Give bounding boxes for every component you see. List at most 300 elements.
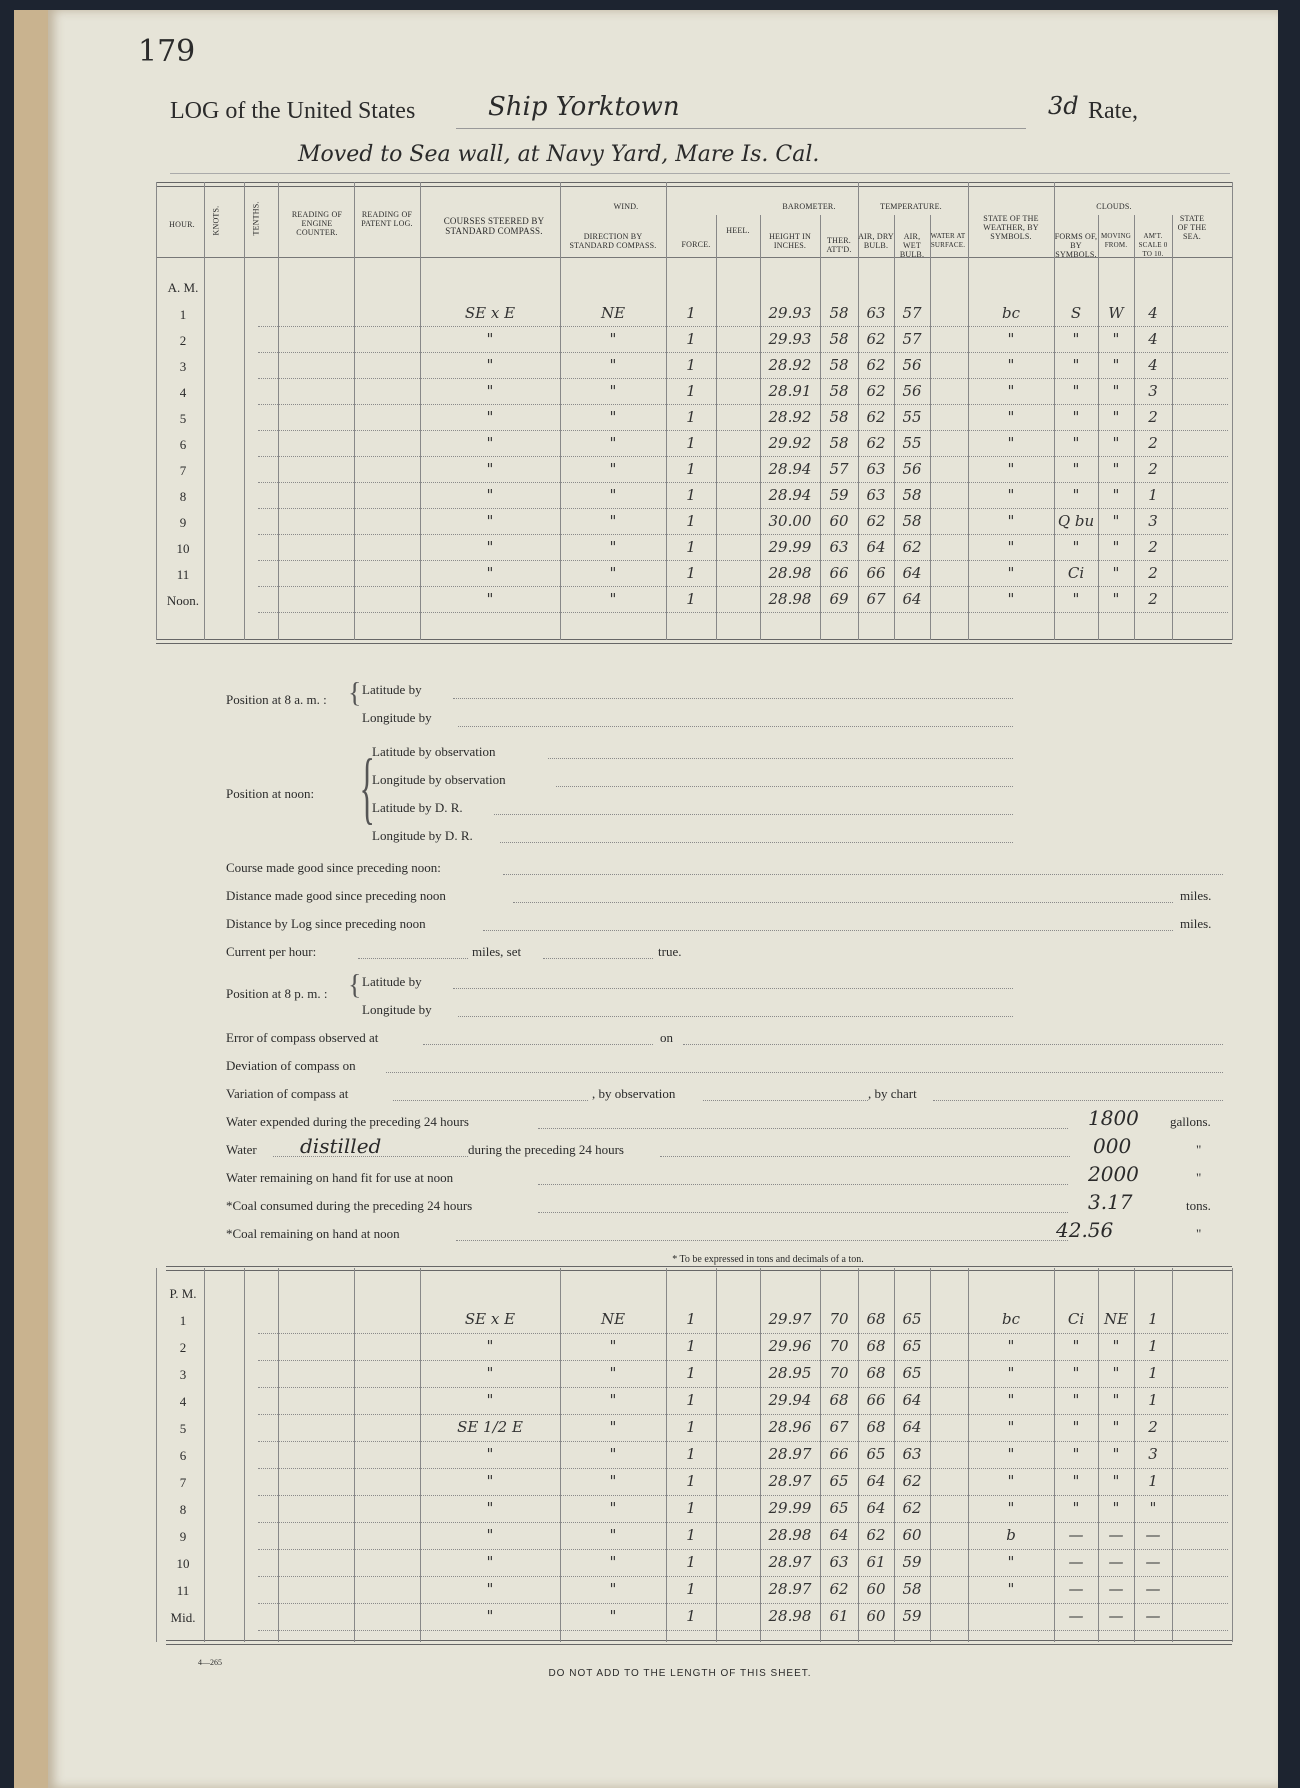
by-observation-label: , by observation [592,1086,676,1101]
am-air-wet-cell: 64 [902,590,922,608]
am-weather-cell: " [1007,356,1015,374]
course-made-good-label: Course made good since preceding noon: [226,860,441,875]
pm-cloud-moving-cell: " [1112,1337,1120,1355]
pm-label: P. M. [169,1286,197,1301]
pm-cloud-forms-cell: " [1072,1418,1080,1436]
current-miles-set: miles, set [472,944,522,959]
am-weather-cell: " [1007,564,1015,582]
am-air-dry-cell: 62 [866,408,886,426]
am-course-cell: " [486,512,494,530]
pm-course-cell: " [486,1499,494,1517]
am-label: A. M. [167,280,199,295]
pm-course-cell: " [486,1607,494,1625]
title-prefix: LOG of the United States [170,98,416,124]
pm-weather-cell: " [1007,1580,1015,1598]
position-8pm-label: Position at 8 p. m. : [226,986,328,1001]
am-course-cell: " [486,564,494,582]
am-air-wet-cell: 55 [902,408,922,426]
tons-unit: tons. [1186,1198,1211,1213]
lat-8pm-label: Latitude by [362,974,422,989]
pm-wind-direction-cell: NE [600,1310,626,1328]
pm-cloud-forms-cell: — [1068,1580,1084,1598]
pm-weather-cell: " [1007,1553,1015,1571]
am-ther-cell: 69 [829,590,849,608]
pm-air-wet-cell: 59 [902,1553,922,1571]
pm-weather-cell: bc [1001,1310,1020,1328]
am-wind-direction-cell: " [609,460,617,478]
pm-wind-direction-cell: " [609,1607,617,1625]
am-course-cell: " [486,408,494,426]
pm-cloud-forms-cell: " [1072,1364,1080,1382]
water-expended-label: Water expended during the preceding 24 hours [226,1114,469,1129]
footnote: * To be expressed in tons and decimals of a ton. [672,1254,864,1265]
current-label: Current per hour: [226,944,317,959]
am-barometer-cell: 28.92 [768,356,812,374]
water-during-24: during the preceding 24 hours [468,1142,624,1157]
pm-wind-direction-cell: " [609,1364,617,1382]
col-baro-ther: THER. ATT'D. [826,236,852,254]
pm-hour-label: Mid. [170,1610,196,1625]
pm-barometer-cell: 29.96 [768,1337,812,1355]
am-wind-direction-cell: " [609,590,617,608]
am-course-cell: " [486,356,494,374]
col-wind-direction: DIRECTION BY STANDARD COMPASS. [569,232,657,250]
am-air-wet-cell: 57 [902,304,922,322]
lon-8am-label: Longitude by [362,710,432,725]
variation-label: Variation of compass at [226,1086,349,1101]
pm-hour-label: 3 [179,1367,187,1382]
am-wind-direction-cell: " [609,382,617,400]
am-air-dry-cell: 64 [866,538,886,556]
am-weather-cell: " [1007,590,1015,608]
am-cloud-moving-cell: " [1112,330,1120,348]
am-hour-label: 4 [179,385,187,400]
rate-handwritten: 3d [1048,92,1079,120]
am-wind-force-cell: 1 [686,564,696,582]
pm-cloud-moving-cell: " [1112,1499,1120,1517]
pm-air-dry-cell: 68 [866,1337,886,1355]
am-ther-cell: 60 [829,512,849,530]
pm-wind-direction-cell: " [609,1337,617,1355]
am-wind-force-cell: 1 [686,356,696,374]
col-knots: KNOTS. [211,205,221,236]
pm-air-dry-cell: 61 [866,1553,886,1571]
am-air-dry-cell: 62 [866,330,886,348]
distance-made-good-label: Distance made good since preceding noon [226,888,446,903]
pm-cloud-amount-cell: — [1145,1607,1161,1625]
pm-cloud-amount-cell: 3 [1148,1445,1158,1463]
coal-remaining-label: *Coal remaining on hand at noon [226,1226,400,1241]
pm-course-cell: " [486,1445,494,1463]
pm-weather-cell: " [1007,1499,1015,1517]
am-cloud-forms-cell: Ci [1067,564,1085,582]
pm-hour-label: 2 [179,1340,187,1355]
pm-cloud-amount-cell: — [1145,1553,1161,1571]
am-hour-label: 1 [179,307,187,322]
am-weather-cell: " [1007,408,1015,426]
pm-ther-cell: 70 [829,1337,849,1355]
am-air-wet-cell: 58 [902,512,922,530]
pm-barometer-cell: 28.96 [768,1418,812,1436]
pm-cloud-forms-cell: Ci [1067,1310,1085,1328]
position-noon-label: Position at noon: [226,786,315,801]
pm-air-wet-cell: 64 [902,1418,922,1436]
pm-air-wet-cell: 65 [902,1310,922,1328]
am-air-dry-cell: 63 [866,460,886,478]
pm-ther-cell: 66 [829,1445,849,1463]
am-air-dry-cell: 63 [866,486,886,504]
coal-remaining-value: 42.56 [1056,1218,1114,1242]
pm-cloud-moving-cell: NE [1103,1310,1129,1328]
am-barometer-cell: 28.98 [768,590,812,608]
pm-air-wet-cell: 62 [902,1472,922,1490]
pm-ther-cell: 65 [829,1472,849,1490]
lat-8am-label: Latitude by [362,682,422,697]
pm-barometer-cell: 28.95 [768,1364,812,1382]
pm-weather-cell: " [1007,1337,1015,1355]
pm-cloud-moving-cell: " [1112,1418,1120,1436]
error-compass-label: Error of compass observed at [226,1030,379,1045]
am-wind-direction-cell: " [609,538,617,556]
pm-wind-force-cell: 1 [686,1580,696,1598]
am-cloud-forms-cell: " [1072,382,1080,400]
pm-cloud-moving-cell: — [1108,1607,1124,1625]
pm-cloud-forms-cell: " [1072,1391,1080,1409]
ditto-3: " [1196,1226,1202,1241]
am-barometer-cell: 28.92 [768,408,812,426]
am-cloud-amount-cell: 2 [1148,434,1158,452]
water-remaining-label: Water remaining on hand fit for use at noon [226,1170,454,1185]
col-water-surface: WATER AT SURFACE. [930,232,966,249]
pm-air-dry-cell: 60 [866,1580,886,1598]
pm-hour-label: 11 [176,1583,190,1598]
pm-cloud-moving-cell: " [1112,1445,1120,1463]
miles-unit-2: miles. [1180,916,1212,931]
pm-ther-cell: 63 [829,1553,849,1571]
am-cloud-forms-cell: " [1072,330,1080,348]
col-cloud-amount: AM'T. SCALE 0 TO 10. [1138,232,1168,258]
am-course-cell: " [486,460,494,478]
pm-air-dry-cell: 60 [866,1607,886,1625]
col-air-dry: AIR, DRY BULB. [858,232,894,250]
am-cloud-amount-cell: 2 [1148,460,1158,478]
am-ther-cell: 59 [829,486,849,504]
pm-weather-cell: " [1007,1391,1015,1409]
pm-course-cell: SE x E [464,1310,516,1328]
pm-wind-force-cell: 1 [686,1310,696,1328]
am-cloud-forms-cell: " [1072,486,1080,504]
col-wind-force: FORCE. [681,240,711,249]
am-cloud-moving-cell: " [1112,564,1120,582]
pm-ther-cell: 64 [829,1526,849,1544]
pm-barometer-cell: 29.94 [768,1391,812,1409]
col-heel: HEEL. [726,226,750,235]
pm-cloud-amount-cell: 2 [1148,1418,1158,1436]
col-temperature: TEMPERATURE. [880,202,942,211]
col-air-wet: AIR, WET BULB. [899,232,925,259]
am-cloud-amount-cell: 2 [1148,564,1158,582]
pm-air-dry-cell: 62 [866,1526,886,1544]
am-wind-direction-cell: " [609,330,617,348]
gallons-unit: gallons. [1170,1114,1211,1129]
col-courses: COURSES STEERED BY STANDARD COMPASS. [443,216,545,236]
am-ther-cell: 58 [829,330,849,348]
am-air-dry-cell: 62 [866,434,886,452]
am-ther-cell: 58 [829,382,849,400]
am-wind-force-cell: 1 [686,590,696,608]
pm-cloud-moving-cell: " [1112,1364,1120,1382]
water-expended-value: 1800 [1088,1106,1139,1130]
pm-air-dry-cell: 68 [866,1310,886,1328]
am-hour-label: 6 [179,437,187,452]
am-course-cell: " [486,590,494,608]
am-wind-force-cell: 1 [686,382,696,400]
pm-cloud-amount-cell: 1 [1148,1310,1158,1328]
pm-weather-cell: b [1006,1526,1016,1544]
lat-dr-label: Latitude by D. R. [372,800,463,815]
col-baro-height: HEIGHT IN INCHES. [769,232,811,250]
am-cloud-moving-cell: " [1112,538,1120,556]
current-true: true. [658,944,682,959]
am-wind-force-cell: 1 [686,460,696,478]
am-air-wet-cell: 58 [902,486,922,504]
am-air-dry-cell: 62 [866,356,886,374]
am-barometer-cell: 30.00 [768,512,812,530]
ditto-1: " [1196,1142,1202,1157]
pm-cloud-forms-cell: — [1068,1553,1084,1571]
pm-cloud-amount-cell: 1 [1148,1472,1158,1490]
ditto-2: " [1196,1170,1202,1185]
am-barometer-cell: 28.94 [768,486,812,504]
pm-barometer-cell: 29.99 [768,1499,812,1517]
col-clouds: CLOUDS. [1096,202,1132,211]
am-air-wet-cell: 57 [902,330,922,348]
am-course-cell: " [486,330,494,348]
am-cloud-forms-cell: S [1070,304,1082,322]
am-course-cell: " [486,538,494,556]
am-hour-label: 3 [179,359,187,374]
pm-barometer-cell: 28.98 [768,1607,812,1625]
col-engine-counter: READING OF ENGINE COUNTER. [291,210,343,237]
pm-air-wet-cell: 64 [902,1391,922,1409]
lon-obs-label: Longitude by observation [372,772,506,787]
pm-wind-force-cell: 1 [686,1499,696,1517]
pm-course-cell: " [486,1580,494,1598]
pm-wind-direction-cell: " [609,1499,617,1517]
pm-course-cell: " [486,1364,494,1382]
pm-wind-force-cell: 1 [686,1391,696,1409]
am-cloud-amount-cell: 3 [1148,382,1158,400]
am-cloud-forms-cell: " [1072,408,1080,426]
pm-air-wet-cell: 59 [902,1607,922,1625]
am-wind-force-cell: 1 [686,408,696,426]
am-weather-cell: " [1007,538,1015,556]
am-air-wet-cell: 56 [902,382,922,400]
am-cloud-amount-cell: 1 [1148,486,1158,504]
am-ther-cell: 58 [829,434,849,452]
am-air-wet-cell: 56 [902,356,922,374]
pm-course-cell: " [486,1526,494,1544]
am-ther-cell: 58 [829,408,849,426]
am-air-wet-cell: 64 [902,564,922,582]
am-barometer-cell: 29.99 [768,538,812,556]
pm-ther-cell: 61 [829,1607,849,1625]
am-cloud-forms-cell: " [1072,538,1080,556]
pm-barometer-cell: 29.97 [768,1310,812,1328]
pm-air-dry-cell: 65 [866,1445,886,1463]
am-cloud-moving-cell: " [1112,434,1120,452]
coal-consumed-value: 3.17 [1088,1190,1133,1214]
location-note: Moved to Sea wall, at Navy Yard, Mare Is. Cal. [298,142,820,167]
pm-course-cell: " [486,1472,494,1490]
distance-log-label: Distance by Log since preceding noon [226,916,426,931]
am-ther-cell: 63 [829,538,849,556]
am-barometer-cell: 28.94 [768,460,812,478]
water-remaining-value: 2000 [1088,1162,1139,1186]
am-cloud-moving-cell: " [1112,460,1120,478]
am-air-wet-cell: 55 [902,434,922,452]
pm-wind-direction-cell: " [609,1580,617,1598]
am-weather-cell: " [1007,512,1015,530]
pm-wind-force-cell: 1 [686,1553,696,1571]
pm-cloud-moving-cell: — [1108,1580,1124,1598]
am-wind-direction-cell: " [609,564,617,582]
pm-hour-label: 7 [179,1475,187,1490]
pm-air-dry-cell: 66 [866,1391,886,1409]
pm-air-wet-cell: 58 [902,1580,922,1598]
pm-weather-cell: " [1007,1445,1015,1463]
pm-wind-force-cell: 1 [686,1607,696,1625]
pm-wind-direction-cell: " [609,1391,617,1409]
am-wind-direction-cell: " [609,486,617,504]
pm-air-dry-cell: 68 [866,1418,886,1436]
col-cloud-moving: MOVING FROM. [1101,232,1131,249]
am-air-dry-cell: 62 [866,512,886,530]
am-cloud-forms-cell: " [1072,590,1080,608]
am-cloud-moving-cell: " [1112,408,1120,426]
pm-cloud-forms-cell: — [1068,1607,1084,1625]
am-air-dry-cell: 66 [866,564,886,582]
pm-ther-cell: 70 [829,1364,849,1382]
am-cloud-amount-cell: 3 [1148,512,1158,530]
pm-course-cell: " [486,1391,494,1409]
am-course-cell: " [486,434,494,452]
am-hour-label: 7 [179,463,187,478]
lat-obs-label: Latitude by observation [372,744,496,759]
position-8am-label: Position at 8 a. m. : [226,692,327,707]
pm-course-cell: " [486,1553,494,1571]
pm-wind-direction-cell: " [609,1418,617,1436]
am-cloud-moving-cell: " [1112,590,1120,608]
pm-ther-cell: 67 [829,1418,849,1436]
water-distilled-value: 000 [1093,1134,1132,1158]
pm-cloud-amount-cell: " [1149,1499,1157,1517]
pm-cloud-moving-cell: " [1112,1472,1120,1490]
am-weather-cell: bc [1001,304,1020,322]
pm-barometer-cell: 28.97 [768,1553,812,1571]
pm-cloud-amount-cell: 1 [1148,1391,1158,1409]
am-wind-direction-cell: " [609,356,617,374]
am-wind-force-cell: 1 [686,434,696,452]
am-ther-cell: 58 [829,304,849,322]
pm-hour-label: 4 [179,1394,187,1409]
am-air-dry-cell: 67 [866,590,886,608]
pm-cloud-moving-cell: " [1112,1391,1120,1409]
water-label: Water [226,1142,257,1157]
pm-air-dry-cell: 68 [866,1364,886,1382]
pm-air-wet-cell: 65 [902,1364,922,1382]
pm-wind-force-cell: 1 [686,1418,696,1436]
am-hour-label: 9 [179,515,187,530]
col-sea-state: STATE OF THE SEA. [1177,214,1207,241]
pm-hour-label: 1 [179,1313,187,1328]
pm-cloud-moving-cell: — [1108,1526,1124,1544]
log-title [170,98,415,125]
am-cloud-moving-cell: W [1108,304,1124,322]
lon-8pm-label: Longitude by [362,1002,432,1017]
pm-wind-force-cell: 1 [686,1445,696,1463]
rate-label: Rate, [1088,98,1138,124]
am-course-cell: " [486,382,494,400]
am-cloud-forms-cell: " [1072,434,1080,452]
by-chart-label: , by chart [868,1086,917,1101]
col-patent-log: READING OF PATENT LOG. [361,210,413,228]
pm-air-dry-cell: 64 [866,1472,886,1490]
am-air-wet-cell: 56 [902,460,922,478]
pm-wind-direction-cell: " [609,1553,617,1571]
pm-cloud-amount-cell: 1 [1148,1337,1158,1355]
am-barometer-cell: 29.92 [768,434,812,452]
am-cloud-amount-cell: 2 [1148,590,1158,608]
pm-air-wet-cell: 60 [902,1526,922,1544]
pm-weather-cell: " [1007,1418,1015,1436]
am-air-wet-cell: 62 [902,538,922,556]
am-ther-cell: 57 [829,460,849,478]
pm-barometer-cell: 28.98 [768,1526,812,1544]
pm-weather-cell: " [1007,1364,1015,1382]
am-cloud-moving-cell: " [1112,486,1120,504]
pm-ther-cell: 68 [829,1391,849,1409]
pm-weather-cell: " [1007,1472,1015,1490]
pm-hour-label: 9 [179,1529,187,1544]
am-course-cell: " [486,486,494,504]
pm-cloud-forms-cell: " [1072,1445,1080,1463]
am-hour-label: 2 [179,333,187,348]
pm-hour-label: 6 [179,1448,187,1463]
pm-ther-cell: 70 [829,1310,849,1328]
am-barometer-cell: 29.93 [768,304,812,322]
am-cloud-forms-cell: Q bu [1057,512,1095,530]
pm-ther-cell: 62 [829,1580,849,1598]
pm-cloud-forms-cell: " [1072,1499,1080,1517]
pm-cloud-forms-cell: — [1068,1526,1084,1544]
miles-unit-1: miles. [1180,888,1212,903]
am-wind-force-cell: 1 [686,486,696,504]
am-weather-cell: " [1007,460,1015,478]
log-sheet: 179 LOG of the United States Ship Yorktown 3d Rate, Moved to Sea wall, at Navy Yard, Mare Is. Cal. HOUR. KNOTS. TENTHS. READING OF ENGINE COUNTER. READING OF PATENT LOG. COURSES STEERED BY STANDARD COMPASS. WIND. DIRECTION BY STANDARD COMPASS. FORCE. HEEL. BAROMETER. HEIGHT IN INCHES. THER. ATT'D. TEMPERATURE. AIR, DRY BULB. AIR, WET BULB. WATER AT SURFACE. STATE OF THE WEATHER, BY SYMBOLS. CLOUDS. FORMS OF, BY SYMBOLS. MOVING FROM. AM'T. SCALE 0 TO 10. STATE OF THE SEA. A. M. 1 SE x E NE 1 29.93 58 63 57 bc S W 4 2 " " 1 29.93 58 62 57 " " " 4 3 " " 1 28.92 58 62 56 " " " 4 4 " " 1 28.91 58 62 56 " " " 3 5 " " 1 28.92 58 62 55 " " " 2 6 " " 1 29.92 58 62 55 " " " 2 7 " " 1 28.94 57 63 56 " " " 2 8 " " 1 28.94 59 63 58 " " " 1 9 " " 1 30.00 60 62 58 " Q bu " 3 10 " " 1 29.99 63 64 62 " " " 2 11 " " 1 28.98 66 66 64 " Ci " 2 Noon. " " 1 28.98 69 67 64 " " " 2 Position at 8 a. m. : { Latitude by Longitude by Position at noon: { Latitude by observation Longitude by observation Latitude by D. R. Longitude by D. R. Course made good since preceding noon: Distance made good since preceding noon miles. Distance by Log since preceding noon miles. Current per hour: miles, set true. Position at 8 p. m. : { Latitude by Longitude by Error of compass observed at on Deviation of compass on Variation of compass at , by observation , by chart Water expended during the preceding 24 hours 1800 gallons. Water distilled during the preceding 24 hours 000 " Water remaining on hand fit for use at noon 2000 " *Coal consumed during the preceding 24 hours 3.17 tons. *Coal remaining on hand at noon 42.56 " * To be expressed in tons and decimals of a ton. P. M. 1 SE x E NE 1 29.97 70 68 65 bc Ci NE 1 2 " " 1 29.96 70 68 65 " " " 1 3 " " 1 28.95 70 68 65 " " " 1 4 " " 1 29.94 68 66 64 " " " 1 5 SE 1/2 E " 1 28.96 67 68 64 " " " 2 6 " " 1 28.97 66 65 63 " " " 3 7 " " 1 28.97 65 64 62 " " " 1 8 " " 1 29.99 65 64 62 " " " " 9 " " 1 28.98 64 62 60 b — — — 10 " " 1 28.97 63 61 59 " — — — 11 " " 1 28.97 62 60 58 " — — — Mid. " " 1 28.98 61 60 59 — — — 4—265 DO NOT ADD TO THE LENGTH OF THIS SHEET. [14,10,1278,1788]
am-ther-cell: 66 [829,564,849,582]
am-barometer-cell: 28.98 [768,564,812,582]
coal-consumed-label: *Coal consumed during the preceding 24 hours [226,1198,473,1213]
am-weather-cell: " [1007,434,1015,452]
am-barometer-cell: 29.93 [768,330,812,348]
am-air-dry-cell: 63 [866,304,886,322]
am-barometer-cell: 28.91 [768,382,812,400]
col-tenths: TENTHS. [251,201,261,236]
am-cloud-moving-cell: " [1112,382,1120,400]
am-wind-direction-cell: " [609,434,617,452]
form-number: 4—265 [198,1658,222,1667]
